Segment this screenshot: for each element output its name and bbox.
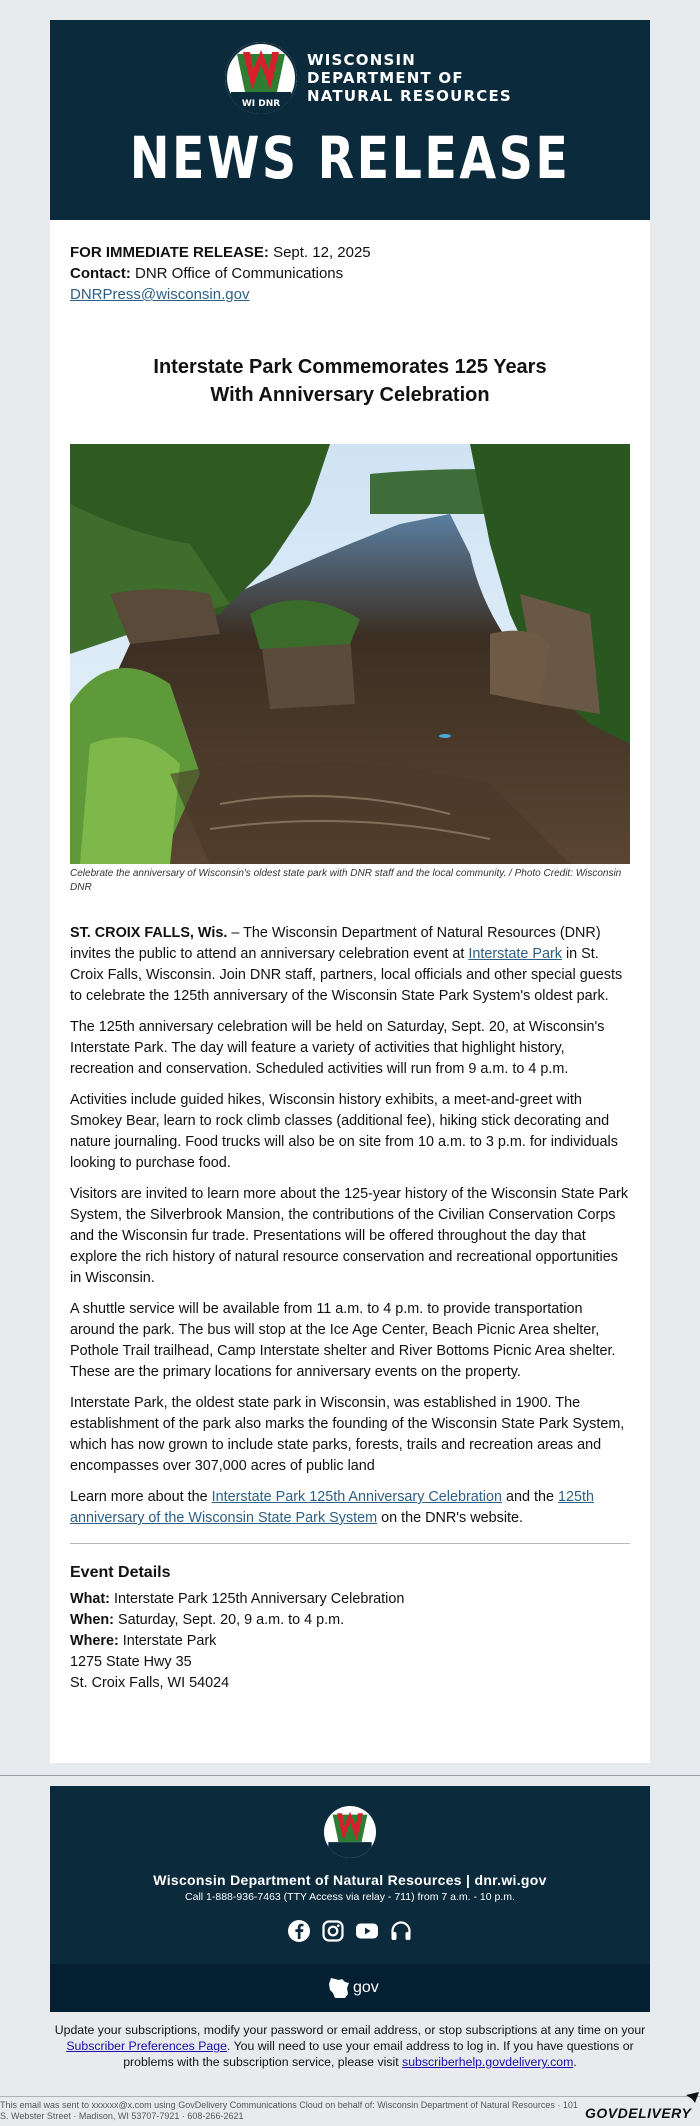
wisconsin-state-icon: [327, 1976, 353, 2000]
paragraph-5: A shuttle service will be available from 11 a.m. to 4 p.m. to provide transportation around the park. The bus will stop at the Ice Age Center, Beach Picnic Area shelter, Pothole Trail trailhead, Camp Interstate shelter and River Bottoms Picnic Area shelter. These are the primary locations for anniversary events on the property.: [70, 1301, 616, 1380]
dnr-logo-emblem: [225, 42, 297, 114]
paragraph-4: Visitors are invited to learn more about the 125-year history of the Wisconsin State Park System, the Silverbrook Mansion, the contributions of the Civilian Conservation Corps and the Wisconsin fur trade. Presentations will be offered throughout the day that explore the rich history of natural resource conservation and recreational opportunities in Wisconsin.: [70, 1186, 629, 1286]
contact-value: DNR Office of Communications: [135, 265, 344, 282]
interstate-park-link[interactable]: Interstate Park: [468, 946, 562, 962]
legal-text: This email was sent to xxxxxx@x.com using GovDelivery Communications Cloud on behalf of: Wisconsin Department of Natural Resources · 101 S. Webster Street · Madison, WI 53707-7921 · 608-266-2621: [0, 2100, 578, 2121]
event-address-2: St. Croix Falls, WI 54024: [70, 1675, 230, 1691]
news-release-title: NEWS RELEASE: [129, 124, 571, 192]
wi-gov-logo[interactable]: gov: [327, 1976, 379, 2000]
subscriber-preferences-link[interactable]: Subscriber Preferences Page: [66, 2039, 227, 2053]
event-what: Interstate Park 125th Anniversary Celebration: [113, 1591, 405, 1607]
govdelivery-logo[interactable]: GOVDELIVERY: [585, 2105, 692, 2121]
release-date: Sept. 12, 2025: [273, 244, 371, 261]
state-park-anniversary-link[interactable]: 125th anniversary of the Wisconsin State Park System: [70, 1489, 595, 1526]
dnr-logo: [225, 42, 512, 114]
facebook-icon[interactable]: [287, 1919, 311, 1943]
event-when: Saturday, Sept. 20, 9 a.m. to 4 p.m.: [117, 1612, 345, 1628]
event-where: Interstate Park: [122, 1633, 217, 1649]
youtube-icon[interactable]: [355, 1919, 379, 1943]
article-headline: Interstate Park Commemorates 125 Years With Anniversary Celebration: [153, 356, 547, 406]
release-label: FOR IMMEDIATE RELEASE:: [70, 244, 269, 261]
instagram-icon[interactable]: [321, 1919, 345, 1943]
release-meta: [50, 220, 650, 305]
paragraph-3: Activities include guided hikes, Wisconsin history exhibits, a meet-and-greet with Smokey Bear, learn to rock climb classes (additional fee), hiking stick decorating and nature journaling. Food trucks will also be on site from 10 a.m. to 3 p.m. for individuals looking to purchase food.: [70, 1092, 618, 1171]
contact-label: Contact:: [70, 265, 131, 282]
event-heading: Event Details: [70, 1564, 171, 1581]
footer-phone: Call 1-888-936-7463 (TTY Access via relay - 711) from 7 a.m. - 10 p.m.: [185, 1891, 515, 1903]
event-address-1: 1275 State Hwy 35: [70, 1654, 192, 1670]
paragraph-1: ST. CROIX FALLS, Wis. – The Wisconsin Department of Natural Resources (DNR) invites the public to attend an anniversary celebration event at Interstate Park in St. Croix Falls, Wisconsin. Join DNR staff, partners, local officials and other special guests to celebrate the 125th anniversary of the Wisconsin State Park System's oldest park.: [70, 925, 623, 1004]
park-photo: [70, 444, 630, 864]
article-body: [50, 895, 650, 1529]
brand-text: WISCONSIN DEPARTMENT OF NATURAL RESOURCES: [307, 51, 512, 105]
dnr-footer: [50, 1786, 650, 2012]
svg-text:WI DNR: WI DNR: [241, 99, 281, 109]
event-details: Event Details What: Interstate Park 125th Anniversary Celebration When: Saturday, Sept. 20, 9 a.m. to 4 p.m. Where: Interstate Park 1275 State Hwy 35 St. Croix Falls, WI 54024: [50, 1544, 650, 1694]
subscription-notice: Update your subscriptions, modify your password or email address, or stop subscriptions at any time on your Subscriber Preferences Page. You will need to use your email address to log in. If you have questions or problems with the subscription service, please visit subscriberhelp.govdelivery.com.: [54, 2023, 646, 2069]
podcast-headphones-icon[interactable]: [389, 1919, 413, 1943]
paragraph-7: Learn more about the Interstate Park 125th Anniversary Celebration and the 125th anniversary of the Wisconsin State Park System on the DNR's website.: [70, 1489, 595, 1526]
news-header: [50, 20, 650, 220]
footer-dnr-logo: [324, 1806, 376, 1858]
social-links: [50, 1919, 650, 1943]
photo-caption: Celebrate the anniversary of Wisconsin's oldest state park with DNR staff and the local community. / Photo Credit: Wisconsin DNR: [70, 868, 622, 893]
anniversary-celebration-link[interactable]: Interstate Park 125th Anniversary Celebration: [211, 1489, 502, 1505]
email-card: [50, 20, 650, 1763]
press-email-link[interactable]: DNRPress@wisconsin.gov: [70, 286, 250, 303]
envelope-icon: [686, 2092, 699, 2103]
subscriber-help-link[interactable]: subscriberhelp.govdelivery.com: [402, 2055, 574, 2069]
footer-org-name[interactable]: Wisconsin Department of Natural Resources | dnr.wi.gov: [153, 1872, 547, 1888]
paragraph-6: Interstate Park, the oldest state park in Wisconsin, was established in 1900. The establishment of the park also marks the founding of the Wisconsin State Park System, which has now grown to include state parks, forests, trails and recreation areas and encompasses over 307,000 acres of public land: [70, 1395, 625, 1474]
paragraph-2: The 125th anniversary celebration will be held on Saturday, Sept. 20, at Wisconsin's Interstate Park. The day will feature a variety of activities that highlight history, recreation and conservation. Scheduled activities will run from 9 a.m. to 4 p.m.: [70, 1019, 605, 1077]
legal-rule: [0, 2096, 700, 2097]
footer-rule: [0, 1775, 700, 1776]
